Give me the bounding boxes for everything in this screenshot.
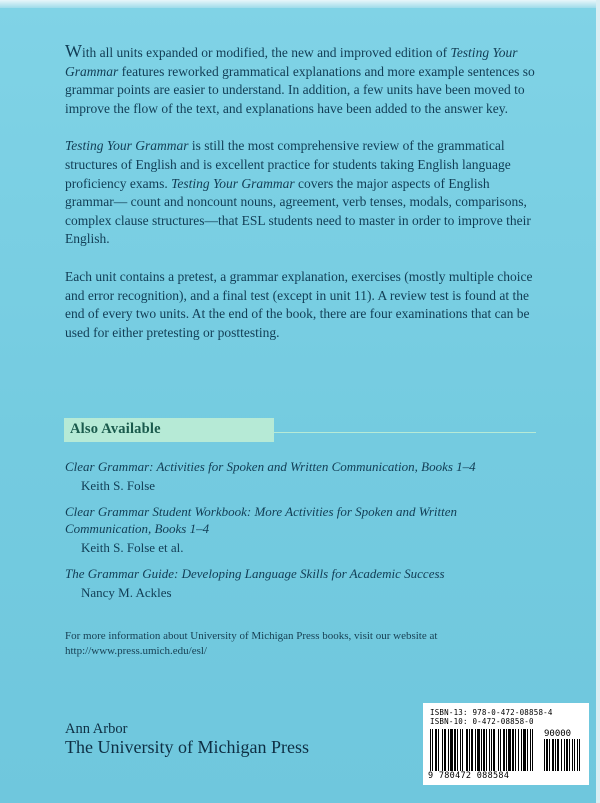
drop-cap: W — [65, 41, 82, 61]
price-code: 90000 — [544, 729, 572, 739]
book-title: The Grammar Guide: Developing Language Skills for Academic Success — [65, 566, 445, 581]
description — [65, 42, 535, 361]
book-author: Keith S. Folse — [81, 478, 156, 493]
website-link[interactable]: http://www.press.umich.edu/esl/ — [65, 645, 207, 657]
book-title-inline: Testing Your Grammar — [65, 138, 189, 154]
also-available-list — [65, 458, 545, 610]
book-title-inline: Testing Your Grammar — [171, 175, 295, 191]
book-entry — [65, 458, 545, 494]
book-title: Clear Grammar: Activities for Spoken and Written Communication, Books 1–4 — [65, 459, 476, 474]
book-entry — [65, 565, 545, 601]
more-info-text: For more information about University of Michigan Press books, visit our website at — [65, 630, 438, 642]
book-title: Clear Grammar Student Workbook: More Activities for Spoken and Written Communication, Books 1–4 — [65, 504, 457, 536]
publisher-name: The University of Michigan Press — [65, 737, 309, 757]
barcode-digits: 9 780472 088584 — [428, 771, 510, 781]
ean-barcode — [430, 729, 538, 771]
book-author: Keith S. Folse et al. — [81, 540, 184, 555]
book-title-inline: Testing Your Grammar — [65, 45, 518, 79]
also-available-rule — [274, 432, 536, 433]
right-edge — [596, 0, 600, 803]
more-info — [65, 629, 495, 659]
description-paragraph-2: Testing Your Grammar is still the most comprehensive review of the grammatical structures of English and is excellent practice for students taking English language proficiency exams. Testing Your Grammar covers the major aspects of English grammar— count and noncount nouns, agreement, verb tenses, modals, comparisons, complex clause structures—that ESL students need to master in order to improve their English. — [65, 138, 531, 247]
isbn-13: ISBN-13: 978-0-472-08858-4 — [430, 708, 553, 717]
publisher-city: Ann Arbor — [65, 721, 128, 737]
addon-barcode — [544, 739, 582, 771]
description-paragraph-1: With all units expanded or modified, the new and improved edition of Testing Your Grammar features reworked grammatical explanations and more example sentences so grammar points are easier to understand. In addition, a few units have been moved to improve the flow of the text, and explanations have been added to the answer key. — [65, 41, 535, 116]
top-edge — [0, 0, 600, 8]
also-available-heading: Also Available — [70, 421, 161, 437]
book-entry — [65, 503, 545, 556]
barcode-label — [423, 703, 589, 785]
isbn-10: ISBN-10: 0-472-08858-0 — [430, 717, 534, 726]
book-author: Nancy M. Ackles — [81, 585, 172, 600]
description-paragraph-3: Each unit contains a pretest, a grammar explanation, exercises (mostly multiple choice and error recognition), and a final test (except in unit 11). A review test is found at the end of every two units. At the end of the book, there are four examinations that can be used for either pretesting or posttesting. — [65, 268, 533, 340]
